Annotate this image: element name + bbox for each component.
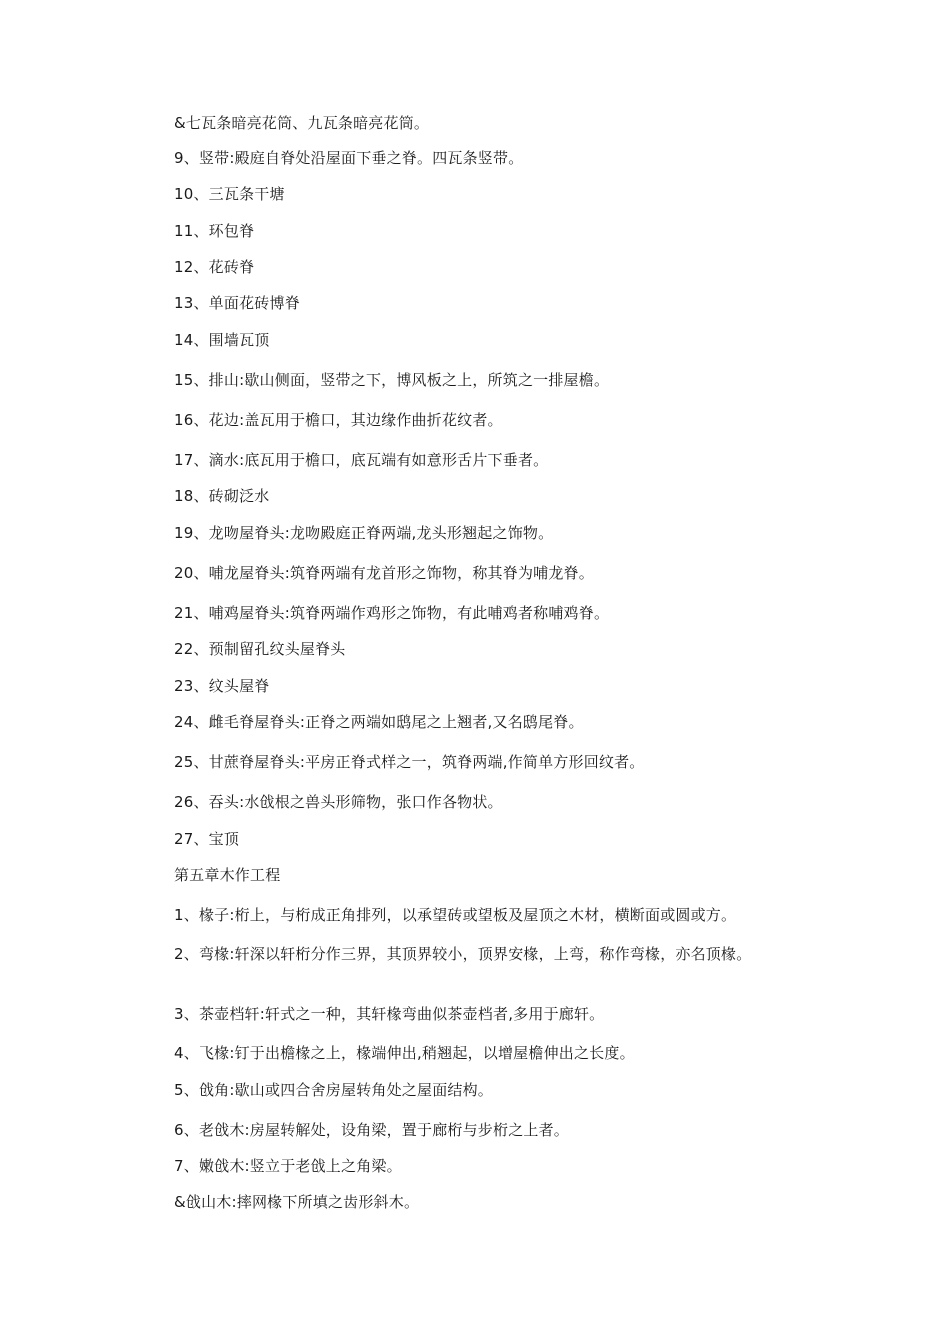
- text-line: 17、滴水:底瓦用于檐口，底瓦端有如意形舌片下垂者。: [174, 451, 549, 469]
- text-line: 21、哺鸡屋脊头:筑脊两端作鸡形之饰物，有此哺鸡者称哺鸡脊。: [174, 604, 610, 622]
- text-line: 9、竖带:殿庭自脊处沿屋面下垂之脊。四瓦条竖带。: [174, 149, 524, 167]
- text-line: 11、环包脊: [174, 222, 255, 240]
- text-line: &七瓦条暗亮花筒、九瓦条暗亮花筒。: [174, 114, 430, 132]
- text-line: 25、甘蔗脊屋脊头:平房正脊式样之一，筑脊两端,作简单方形回纹者。: [174, 753, 645, 771]
- text-line: 23、纹头屋脊: [174, 677, 270, 695]
- text-line: 15、排山:歇山侧面，竖带之下，博风板之上，所筑之一排屋檐。: [174, 371, 610, 389]
- text-line: 18、砖砌泛水: [174, 487, 270, 505]
- text-line: 26、吞头:水戗根之兽头形筛物，张口作各物状。: [174, 793, 503, 811]
- text-line: 16、花边:盖瓦用于檐口，其边缘作曲折花纹者。: [174, 411, 503, 429]
- text-line: 13、单面花砖博脊: [174, 294, 300, 312]
- text-line: 3、茶壶档轩:轩式之一种，其轩椽弯曲似茶壶档者,多用于廊轩。: [174, 1005, 605, 1023]
- text-line: 20、哺龙屋脊头:筑脊两端有龙首形之饰物，称其脊为哺龙脊。: [174, 564, 594, 582]
- text-line: 10、三瓦条干塘: [174, 185, 285, 203]
- text-line: 1、椽子:桁上，与桁成正角排列，以承望砖或望板及屋顶之木材，横断面或圆或方。: [174, 906, 737, 924]
- text-line: 27、宝顶: [174, 830, 240, 848]
- text-line: 4、飞椽:钉于出檐椽之上，椽端伸出,稍翘起，以增屋檐伸出之长度。: [174, 1044, 635, 1062]
- text-paragraph: 2、弯椽:轩深以轩桁分作三界，其顶界较小，顶界安椽，上弯，称作弯椽，亦名顶椽。: [174, 945, 752, 963]
- text-line: 5、戗角:歇山或四合舍房屋转角处之屋面结构。: [174, 1081, 493, 1099]
- text-line: 22、预制留孔纹头屋脊头: [174, 640, 346, 658]
- text-line: 7、嫩戗木:竖立于老戗上之角梁。: [174, 1157, 402, 1175]
- text-line: &戗山木:摔网椽下所填之齿形斜木。: [174, 1193, 420, 1211]
- text-line: 6、老戗木:房屋转解处，设角梁，置于廊桁与步桁之上者。: [174, 1121, 569, 1139]
- text-line: 24、雌毛脊屋脊头:正脊之两端如鸱尾之上翘者,又名鸱尾脊。: [174, 713, 584, 731]
- text-line: 12、花砖脊: [174, 258, 255, 276]
- text-line: 14、围墙瓦顶: [174, 331, 270, 349]
- text-line: 19、龙吻屋脊头:龙吻殿庭正脊两端,龙头形翘起之饰物。: [174, 524, 554, 542]
- chapter-heading: 第五章木作工程: [174, 866, 281, 884]
